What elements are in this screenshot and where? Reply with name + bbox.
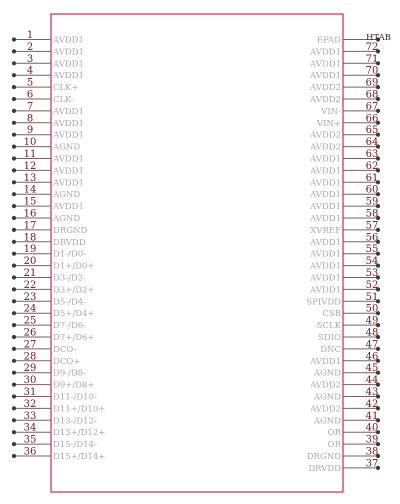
- pin-number: 36: [23, 446, 37, 458]
- pin-number: 38: [365, 446, 379, 458]
- pin-name: VIN+: [316, 118, 341, 129]
- pin-number: 5: [26, 77, 34, 89]
- pin-number: 24: [23, 303, 37, 315]
- pin-name: AGND: [53, 190, 81, 201]
- pin-end-dot: [12, 133, 16, 137]
- pin-number: 49: [365, 315, 379, 327]
- pin-name: AGND: [313, 416, 341, 427]
- pin-name: AVDD2: [310, 130, 341, 141]
- pin-name: AVDD1: [53, 166, 84, 177]
- pin-number: 12: [23, 160, 37, 172]
- pin-number: 44: [365, 375, 379, 387]
- pin-number: 35: [23, 434, 37, 446]
- pin-number: 11: [23, 149, 37, 160]
- pin-end-dot: [12, 299, 16, 303]
- pin-end-dot: [12, 347, 16, 351]
- pin-name: AVDD1: [310, 47, 341, 58]
- pin-name: CSB: [322, 309, 341, 320]
- pin-end-dot: [12, 61, 16, 65]
- pin-name: D7-/D6-: [53, 321, 87, 332]
- pin-end-dot: [12, 168, 16, 172]
- pin-name: SDIO: [318, 333, 341, 343]
- pin-number: 1: [26, 30, 34, 41]
- pin-number: 21: [23, 268, 37, 279]
- pin-name: AVDD1: [53, 118, 84, 129]
- pin-name: SCLK: [316, 321, 341, 332]
- pin-number: 55: [365, 244, 379, 256]
- pin-number: 18: [23, 232, 37, 244]
- pin-name: AVDD1: [310, 261, 341, 272]
- pin-end-dot: [12, 275, 16, 279]
- pin-number: 45: [365, 363, 379, 375]
- pin-number: 34: [23, 422, 37, 434]
- pin-number: 51: [365, 291, 379, 303]
- pin-name: AVDD1: [53, 71, 84, 82]
- pin-number: 71: [365, 53, 379, 65]
- pin-end-dot: [12, 37, 16, 41]
- pin-name: AVDD1: [310, 249, 341, 260]
- pin-name: AVDD1: [53, 130, 84, 141]
- pin-name: AGND: [313, 392, 341, 403]
- pin-name: AGND: [53, 214, 81, 224]
- pin-end-dot: [12, 216, 16, 220]
- pin-name: D3+/D2+: [53, 285, 95, 296]
- pin-name: XVREF: [310, 225, 341, 236]
- pin-name: AVDD1: [53, 106, 84, 117]
- exposed-pad-tab-label: HTAB: [366, 33, 392, 43]
- pin-name: AVDD1: [310, 71, 341, 82]
- pin-number: 72: [365, 41, 379, 53]
- pin-number: 40: [365, 422, 379, 434]
- pin-end-dot: [12, 359, 16, 363]
- pin-name: D15+/D14+: [53, 452, 106, 462]
- pin-name: AVDD1: [310, 59, 341, 70]
- pin-number: 46: [365, 351, 379, 363]
- pin-name: AVDD2: [310, 95, 341, 105]
- pin-name: AVDD2: [310, 83, 341, 94]
- pin-name: AVDD1: [53, 154, 84, 165]
- pin-name: AGND: [313, 368, 341, 379]
- pin-number: 60: [365, 184, 379, 196]
- pin-number: 57: [365, 220, 379, 232]
- pin-number: 17: [23, 220, 37, 232]
- pin-end-dot: [12, 73, 16, 77]
- pin-name: AVDD1: [310, 190, 341, 201]
- pin-name: CLK+: [53, 83, 79, 94]
- pin-number: 28: [23, 351, 37, 363]
- pin-end-dot: [12, 49, 16, 53]
- pin-number: 56: [365, 232, 379, 244]
- pin-end-dot: [12, 383, 16, 387]
- pin-number: 22: [23, 279, 37, 291]
- pin-number: 30: [23, 375, 37, 387]
- pin-end-dot: [12, 335, 16, 339]
- pin-end-dot: [12, 311, 16, 315]
- pin-end-dot: [12, 240, 16, 244]
- pin-number: 33: [23, 410, 37, 422]
- pin-number: 7: [26, 101, 34, 113]
- pin-end-dot: [12, 121, 16, 125]
- pin-number: 20: [23, 256, 37, 268]
- pin-end-dot: [12, 97, 16, 101]
- pin-number: 37: [365, 458, 379, 470]
- pin-number: 43: [365, 387, 379, 398]
- pin-number: 15: [23, 196, 37, 208]
- pin-number: 58: [365, 208, 379, 220]
- pin-name: D7+/D6+: [53, 333, 95, 343]
- pin-number: 25: [23, 315, 37, 327]
- pin-name: DRVDD: [53, 237, 86, 248]
- pin-name: D11+/D10+: [53, 404, 106, 415]
- pin-number: 66: [365, 113, 379, 125]
- pin-name: AVDD1: [310, 166, 341, 177]
- pin-name: D13-/D12-: [53, 416, 97, 427]
- pin-end-dot: [12, 394, 16, 398]
- pin-end-dot: [12, 85, 16, 89]
- pin-name: AVDD1: [53, 178, 84, 189]
- pin-name: AVDD1: [310, 214, 341, 224]
- pin-number: 6: [26, 89, 34, 101]
- pin-name: AVDD2: [310, 142, 341, 153]
- pin-number: 63: [365, 149, 379, 160]
- pin-number: 70: [365, 65, 379, 77]
- pin-number: 32: [23, 398, 37, 410]
- pin-number: 39: [365, 434, 379, 446]
- pin-name: DRGND: [53, 225, 88, 236]
- pin-number: 53: [365, 268, 379, 279]
- pin-end-dot: [12, 442, 16, 446]
- pin-number: 14: [23, 184, 37, 196]
- pin-name: D15-/D14-: [53, 440, 97, 451]
- pin-number: 67: [365, 101, 379, 113]
- pin-number: 59: [365, 196, 379, 208]
- pin-name: AVDD1: [53, 47, 84, 58]
- pin-name: D11-/D10-: [53, 392, 97, 403]
- pin-number: 4: [26, 65, 34, 77]
- pin-number: 50: [365, 303, 379, 315]
- pin-end-dot: [12, 109, 16, 113]
- pin-number: 8: [26, 113, 34, 125]
- pin-number: 42: [365, 398, 379, 410]
- pin-name: D1+/D0+: [53, 261, 95, 272]
- pin-end-dot: [12, 192, 16, 196]
- pin-end-dot: [12, 430, 16, 434]
- pin-name: AVDD1: [310, 178, 341, 189]
- pin-name: AVDD1: [53, 59, 84, 70]
- pin-name: DRVDD: [308, 463, 341, 474]
- pin-name: AVDD1: [310, 154, 341, 165]
- pin-number: 52: [365, 279, 379, 291]
- pin-number: 2: [26, 41, 34, 53]
- pin-number: 47: [365, 339, 379, 351]
- pin-number: 16: [23, 208, 37, 220]
- pin-name: AVDD1: [310, 285, 341, 296]
- pin-end-dot: [12, 204, 16, 208]
- pin-number: 64: [365, 137, 379, 149]
- pin-end-dot: [12, 323, 16, 327]
- pin-end-dot: [12, 180, 16, 184]
- pin-number: 54: [365, 256, 379, 268]
- pin-end-dot: [12, 156, 16, 160]
- pin-number: 10: [23, 137, 37, 149]
- pin-name: D9-/D8-: [53, 368, 87, 379]
- pin-number: 26: [23, 327, 37, 339]
- pin-number: 9: [26, 125, 34, 137]
- pin-number: 69: [365, 77, 379, 89]
- pin-name: AVDD1: [310, 273, 341, 284]
- pin-name: D1-/D0-: [53, 249, 87, 260]
- pin-name: OR: [327, 428, 341, 439]
- pin-number: 3: [26, 53, 34, 65]
- pin-name: CLK-: [53, 95, 74, 105]
- pin-end-dot: [12, 418, 16, 422]
- pin-name: AVDD1: [310, 202, 341, 213]
- pin-name: EPAD: [316, 35, 341, 46]
- pin-name: D5+/D4+: [53, 309, 95, 320]
- pin-end-dot: [12, 406, 16, 410]
- pin-name: D13+/D12+: [53, 428, 106, 439]
- pin-name: AVDD1: [53, 202, 84, 213]
- pin-end-dot: [12, 264, 16, 268]
- pin-number: 19: [23, 244, 37, 256]
- pin-name: AVDD1: [53, 35, 84, 46]
- pin-name: D9+/D8+: [53, 380, 95, 391]
- pin-name: DCO-: [53, 344, 77, 355]
- pin-name: DCO+: [53, 356, 81, 367]
- pin-name: D5-/D4-: [53, 297, 87, 308]
- pin-name: DRGND: [306, 452, 341, 462]
- pin-name: AVDD2: [310, 404, 341, 415]
- pin-name: DNC: [320, 344, 341, 355]
- pin-end-dot: [12, 371, 16, 375]
- pin-end-dot: [12, 145, 16, 149]
- pin-name: OR: [327, 440, 341, 451]
- pin-name: SPIVDD: [306, 297, 341, 308]
- pin-number: 31: [23, 387, 37, 398]
- pin-number: 65: [365, 125, 379, 137]
- pin-number: 23: [23, 291, 37, 303]
- pin-name: AGND: [53, 142, 81, 153]
- pin-end-dot: [12, 228, 16, 232]
- pin-name: AVDD1: [310, 237, 341, 248]
- pin-number: 27: [23, 339, 37, 351]
- pin-end-dot: [12, 287, 16, 291]
- pin-number: 29: [23, 363, 37, 375]
- pin-end-dot: [12, 454, 16, 458]
- pin-name: VIN-: [321, 106, 341, 117]
- pin-number: 48: [365, 327, 379, 339]
- pin-number: 61: [365, 172, 379, 184]
- pin-number: 41: [365, 410, 379, 422]
- pin-name: D3-/D2-: [53, 273, 87, 284]
- pin-name: AVDD2: [310, 380, 341, 391]
- pin-number: 68: [365, 89, 379, 101]
- pin-end-dot: [12, 252, 16, 256]
- pin-number: 62: [365, 160, 379, 172]
- pin-name: AVDD1: [310, 356, 341, 367]
- pin-number: 13: [23, 172, 37, 184]
